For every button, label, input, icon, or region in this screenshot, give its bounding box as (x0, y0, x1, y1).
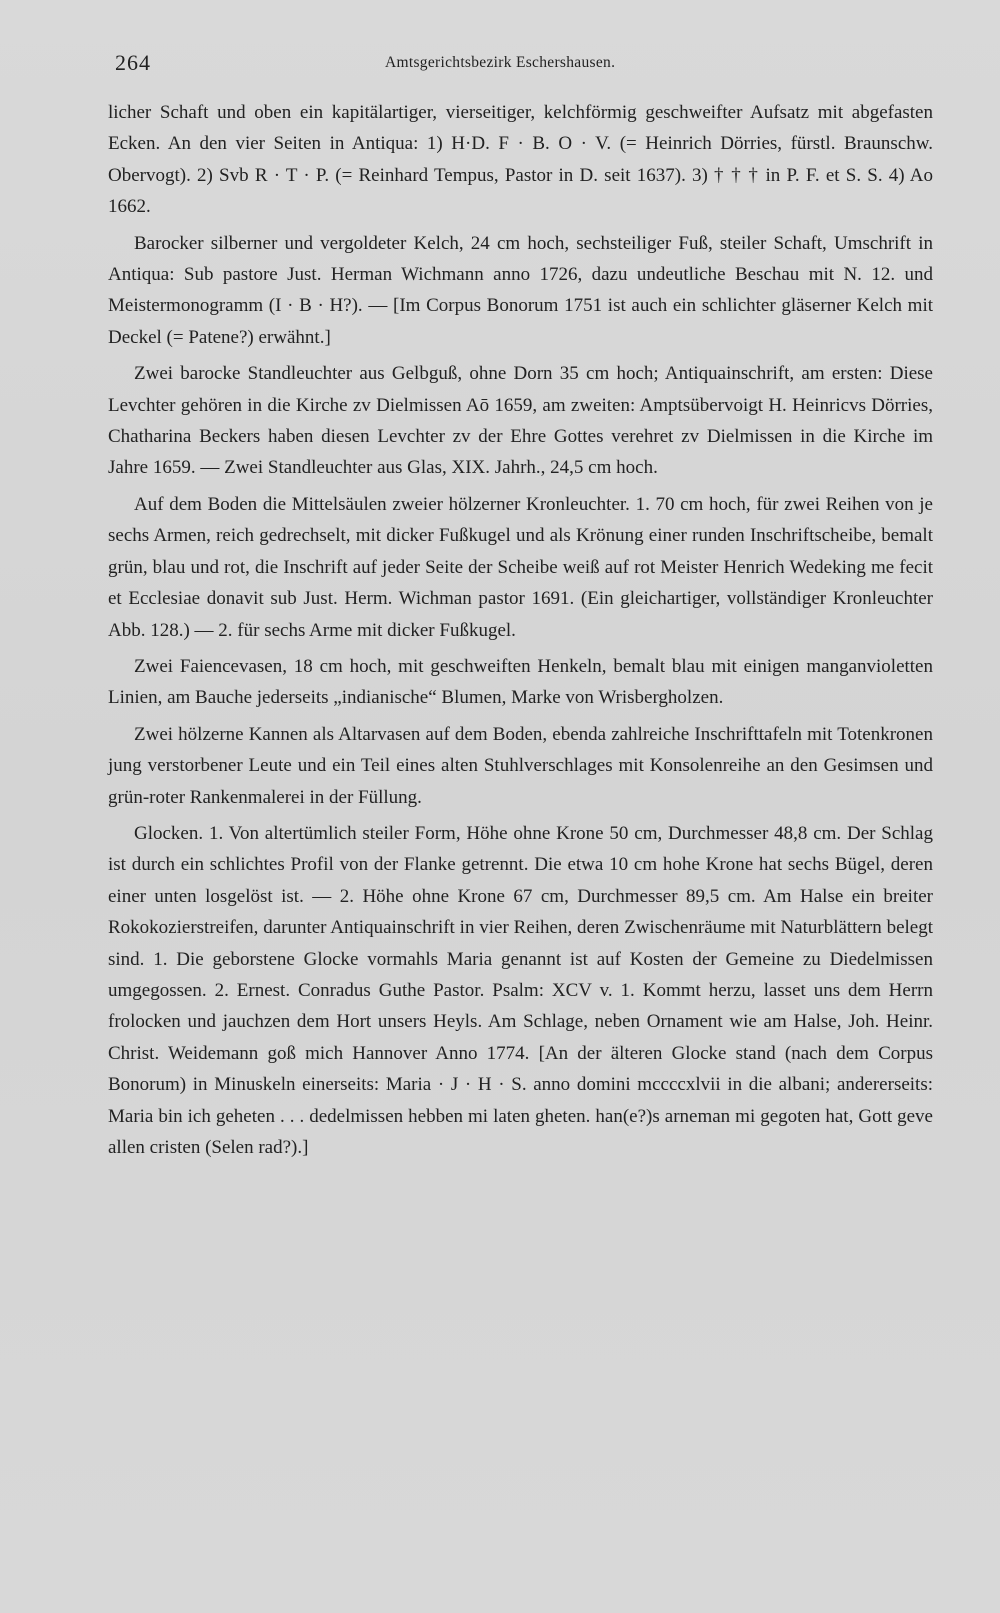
paragraph-chandeliers: Auf dem Boden die Mittelsäulen zweier hölzerner Kronleuchter. 1. 70 cm hoch, für zwei Reihen von je sechs Armen, reich gedrechselt, mit dicker Fußkugel und als Krönung einer runden Inschriftscheibe, bemalt grün, blau und rot, die Inschrift auf jeder Seite der Scheibe weiß auf rot Meister Henrich Wedeking me fecit et Ecclesiae donavit sub Just. Herm. Wichman pastor 1691. (Ein gleichartiger, vollständiger Kronleuchter Abb. 128.) — 2. für sechs Arme mit dicker Fußkugel. (108, 493, 933, 641)
paragraph-baroque-chalice: Barocker silberner und vergoldeter Kelch, 24 cm hoch, sechsteiliger Fuß, steiler Schaft, Umschrift in Antiqua: Sub pastore Just. Herman Wichmann anno 1726, dazu undeutliche Beschau mit N. 12. und Meistermonogramm (I · B · H?). — [Im Corpus Bonorum 1751 ist auch ein schlichter gläserner Kelch mit Deckel (= Patene?) erwähnt.] (108, 232, 933, 348)
page-header (115, 50, 935, 80)
paragraph-bells: Glocken. 1. Von altertümlich steiler Form, Höhe ohne Krone 50 cm, Durchmesser 48,8 cm. Der Schlag ist durch ein schlichtes Profil von der Flanke getrennt. Die etwa 10 cm hohe Krone hat sechs Bügel, deren einer unten losgelöst ist. — 2. Höhe ohne Krone 67 cm, Durchmesser 89,5 cm. Am Halse ein breiter Rokokozierstreifen, darunter Antiquainschrift in vier Reihen, deren Zwischenräume mit Naturblättern belegt sind. 1. Die geborstene Glocke vormahls Maria genannt ist auf Kosten der Gemeine zu Diedelmissen umgegossen. 2. Ernest. Conradus Guthe Pastor. Psalm: XCV v. 1. Kommt herzu, lasset uns dem Herrn frolocken und jauchzen dem Hort unsers Heyls. Am Schlage, neben Ornament wie am Halse, Joh. Heinr. Christ. Weidemann goß mich Hannover Anno 1774. [An der älteren Glocke stand (nach dem Corpus Bonorum) in Minuskeln einerseits: Maria · J · H · S. anno domini mccccxlvii in die albani; andererseits: Maria bin ich geheten . . . dedelmissen hebben mi laten gheten. han(e?)s arneman mi gegoten hat, Gott geve allen cristen (Selen rad?).] (108, 822, 933, 1158)
paragraph-faience-vases: Zwei Faiencevasen, 18 cm hoch, mit geschweiften Henkeln, bemalt blau mit einigen manganvioletten Linien, am Bauche jederseits „indianische“ Blumen, Marke von Wrisbergholzen. (108, 655, 933, 709)
paragraph-chalice-inscription: licher Schaft und oben ein kapitälartiger, vierseitiger, kelchförmig geschweifter Aufsatz mit abgefasten Ecken. An den vier Seiten in Antiqua: 1) H·D. F · B. O · V. (= Heinrich Dörries, fürstl. Braunschw. Obervogt). 2) Svb R · T · P. (= Reinhard Tempus, Pastor in D. seit 1637). 3) † † † in P. F. et S. S. 4) Ao 1662. (108, 102, 933, 218)
paragraph-wooden-jugs: Zwei hölzerne Kannen als Altarvasen auf dem Boden, ebenda zahlreiche Inschrifttafeln mit Totenkronen jung verstorbener Leute und ein Teil eines alten Stuhlverschlages mit Konsolenreihe an den Gesimsen und grün-roter Rankenmalerei in der Füllung. (108, 723, 933, 808)
paragraph-candlesticks: Zwei barocke Standleuchter aus Gelbguß, ohne Dorn 35 cm hoch; Antiquainschrift, am ersten: Diese Levchter gehören in die Kirche zv Dielmissen Aō 1659, am zweiten: Amptsübervoigt H. Heinricvs Dörries, Chatharina Beckers haben diesen Levchter zv der Ehre Gottes verehret zv Dielmissen in die Kirche im Jahre 1659. — Zwei Standleuchter aus Glas, XIX. Jahrh., 24,5 cm hoch. (108, 363, 933, 479)
body-text (108, 97, 933, 1163)
running-title: Amtsgerichtsbezirk Eschershausen. (385, 54, 616, 71)
page-number: 264 (115, 50, 151, 75)
